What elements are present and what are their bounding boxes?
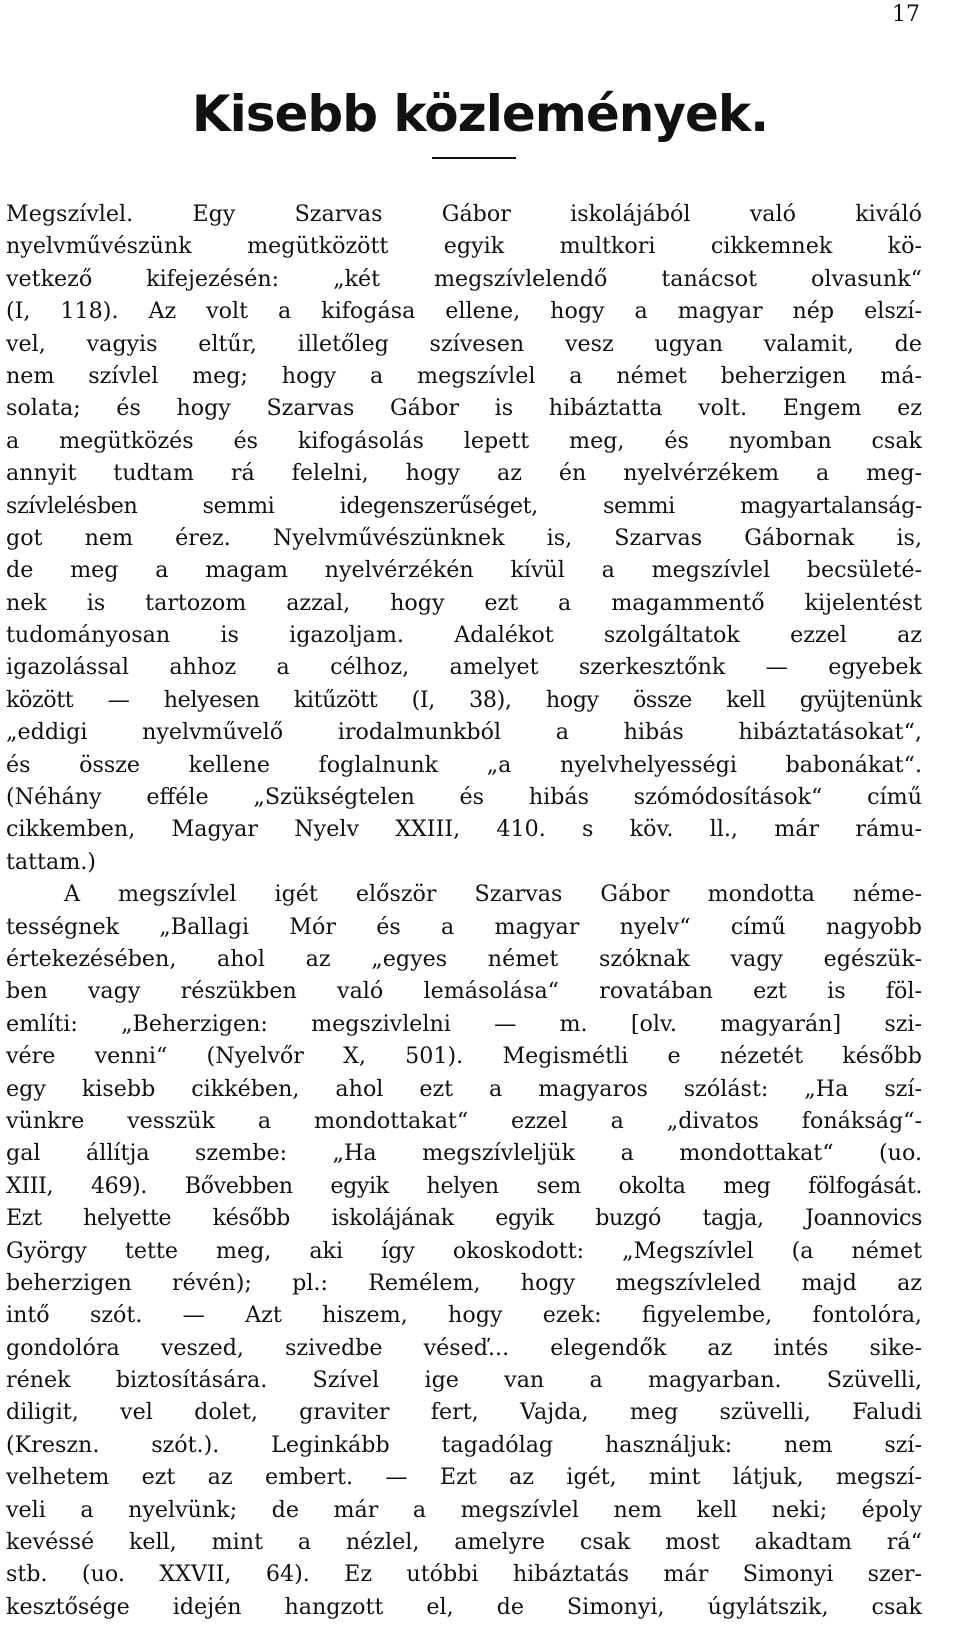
text-line: kevéssé kell, mint a nézlel, amelyre csak most akadtam rá“ xyxy=(6,1529,922,1556)
text-line: tattam.) xyxy=(6,848,96,875)
text-line: György tette meg, aki így okoskodott: „Megszívlel (a német xyxy=(6,1237,922,1264)
text-line: (Kreszn. szót.). Leginkább tagadólag használjuk: nem szí- xyxy=(6,1431,922,1458)
text-line: ben vagy részükben való lemásolása“ rovatában ezt is föl- xyxy=(6,978,922,1005)
text-line: XIII, 469). Bővebben egyik helyen sem okolta meg fölfogását. xyxy=(6,1172,922,1199)
page-title: Kisebb közlemények. xyxy=(191,85,769,143)
text-line: Ezt helyette később iskolájának egyik buzgó tagja, Joannovics xyxy=(6,1205,922,1232)
text-line: (Néhány efféle „Szükségtelen és hibás szómódosítások“ című xyxy=(6,784,922,811)
text-line: got nem érez. Nyelvművészünknek is, Szarvas Gábornak is, xyxy=(6,524,922,551)
text-line: intő szót. — Azt hiszem, hogy ezek: figyelembe, fontolóra, xyxy=(6,1302,922,1329)
title-divider xyxy=(432,157,516,159)
text-line: egy kisebb cikkében, ahol ezt a magyaros szólást: „Ha szí- xyxy=(6,1075,922,1102)
text-line: gondolóra veszed, szivedbe véseď... elegendők az intés sike- xyxy=(6,1334,922,1361)
text-line: gal állítja szembe: „Ha megszívleljük a mondottakat“ (uo. xyxy=(6,1140,922,1167)
text-line: velhetem ezt az embert. — Ezt az igét, mint látjuk, megszí- xyxy=(6,1464,922,1491)
text-line: nyelvművészünk megütközött egyik multkori cikkemnek kö- xyxy=(6,233,922,260)
text-line: értekezésében, ahol az „egyes német szóknak vagy egészük- xyxy=(6,945,922,972)
text-line: igazolással ahhoz a célhoz, amelyet szerkesztőnk — egyebek xyxy=(6,654,922,681)
text-line: kesztősége idején hangzott el, de Simonyi, úgylátszik, csak xyxy=(6,1593,922,1620)
text-line: veli a nyelvünk; de már a megszívlel nem kell neki; époly xyxy=(6,1496,922,1523)
text-line: nek is tartozom azzal, hogy ezt a magammentő kijelentést xyxy=(6,589,922,616)
text-line: annyit tudtam rá felelni, hogy az én nyelvérzékem a meg- xyxy=(6,460,922,487)
text-line: tességnek „Ballagi Mór és a magyar nyelv“ című nagyobb xyxy=(6,913,922,940)
text-line: A megszívlel igét először Szarvas Gábor mondotta néme- xyxy=(64,881,922,908)
page-number: 17 xyxy=(892,2,920,27)
text-line: a megütközés és kifogásolás lepett meg, és nyomban csak xyxy=(6,427,922,454)
text-line: vel, vagyis eltűr, illetőleg szívesen vesz ugyan valamit, de xyxy=(6,330,922,357)
text-line: említi: „Beherzigen: megszivlelni — m. [olv. magyarán] szi- xyxy=(6,1010,922,1037)
text-line: Megszívlel. Egy Szarvas Gábor iskolájából való kiváló xyxy=(6,201,922,227)
text-line: szívlelésben semmi idegenszerűséget, semmi magyartalanság- xyxy=(6,492,922,519)
text-line: tudományosan is igazoljam. Adalékot szolgáltatok ezzel az xyxy=(6,622,922,649)
text-line: nem szívlel meg; hogy a megszívlel a német beherzigen má- xyxy=(6,362,922,389)
text-line: solata; és hogy Szarvas Gábor is hibáztatta volt. Engem ez xyxy=(6,395,922,422)
text-line: vetkező kifejezésén: „két megszívlelendő tanácsot olvasunk“ xyxy=(6,265,922,292)
text-line: között — helyesen kitűzött (I, 38), hogy össze kell gyüjtenünk xyxy=(6,686,922,713)
text-line: (I, 118). Az volt a kifogása ellene, hogy a magyar nép elszí- xyxy=(6,298,922,325)
article-body xyxy=(6,198,922,1623)
text-line: vünkre vesszük a mondottakat“ ezzel a „divatos fonákság“- xyxy=(6,1107,922,1134)
text-line: de meg a magam nyelvérzékén kívül a megszívlel becsületé- xyxy=(6,557,922,584)
text-line: vére venni“ (Nyelvőr X, 501). Megismétli e nézetét később xyxy=(6,1043,922,1070)
text-line: „eddigi nyelvművelő irodalmunkból a hibás hibáztatásokat“, xyxy=(6,719,922,746)
text-line: cikkemben, Magyar Nyelv XXIII, 410. s köv. ll., már rámu- xyxy=(6,816,922,843)
text-line: és össze kellene foglalnunk „a nyelvhelyességi babonákat“. xyxy=(6,751,922,778)
text-line: rének biztosítására. Szível ige van a magyarban. Szüvelli, xyxy=(6,1367,922,1394)
text-line: beherzigen révén); pl.: Remélem, hogy megszívleled majd az xyxy=(6,1269,922,1296)
text-line: stb. (uo. XXVII, 64). Ez utóbbi hibáztatás már Simonyi szer- xyxy=(6,1561,922,1588)
text-line: diligit, vel dolet, graviter fert, Vajda, meg szüvelli, Faludi xyxy=(6,1399,922,1426)
